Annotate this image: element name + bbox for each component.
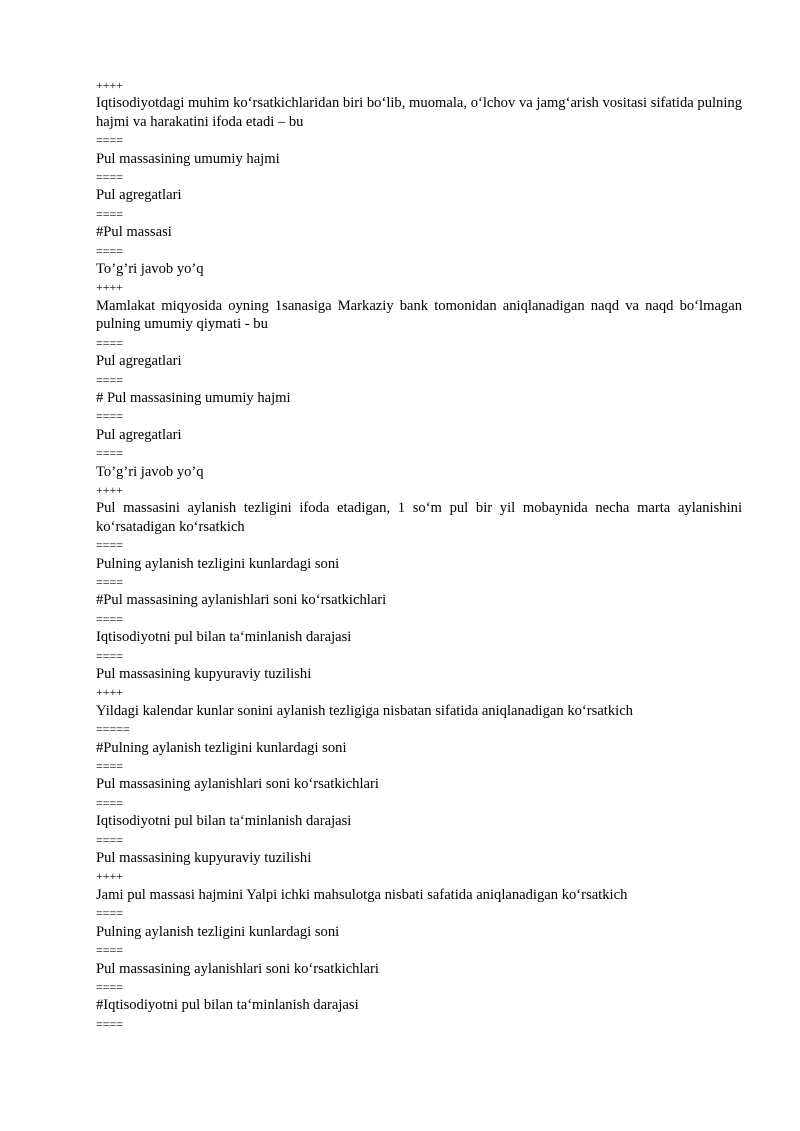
separator-line: ====: [96, 206, 124, 221]
separator-line: ++++: [96, 482, 124, 497]
text-line: To’g’ri javob yo’q: [96, 261, 204, 278]
text-line: Pul massasining aylanishlari soni ko‘rsatkichlari: [96, 776, 379, 793]
separator-line: ====: [96, 795, 124, 810]
separator-line: ====: [96, 409, 124, 424]
separator-line: ++++: [96, 869, 124, 884]
separator-line: ====: [96, 372, 124, 387]
separator-line: ====: [96, 759, 124, 774]
text-line: Pul agregatlari: [96, 426, 182, 443]
text-line: Pul massasining aylanishlari soni ko‘rsatkichlari: [96, 960, 379, 977]
text-line: Pul massasining kupyuraviy tuzilishi: [96, 850, 312, 867]
text-line: Iqtisodiyotni pul bilan ta‘minlanish darajasi: [96, 813, 352, 830]
separator-line: ++++: [96, 78, 124, 92]
separator-line: ====: [96, 648, 124, 663]
text-line: Pulning aylanish tezligini kunlardagi soni: [96, 923, 340, 940]
text-line: Pul massasining kupyuraviy tuzilishi: [96, 666, 312, 682]
separator-line: ====: [96, 170, 124, 185]
text-line: #Pulning aylanish tezligini kunlardagi soni: [96, 739, 347, 756]
separator-line: ====: [96, 243, 124, 258]
text-line: Pul agregatlari: [96, 353, 182, 370]
separator-line: ====: [96, 1016, 124, 1031]
text-line: #Pul massasi: [96, 224, 172, 241]
separator-line: ====: [96, 979, 124, 994]
text-line: Jami pul massasi hajmini Yalpi ichki mahsulotga nisbati safatida aniqlanadigan ko‘rsatkich: [96, 886, 628, 903]
text-line: Pul massasini aylanish tezligini ifoda etadigan, 1 so‘m pul bir yil mobaynida necha marta aylanishini ko‘rsatadigan ko‘rsatkich: [96, 500, 742, 535]
separator-line: ====: [96, 906, 124, 921]
separator-line: ====: [96, 611, 124, 626]
text-line: To’g’ri javob yo’q: [96, 463, 204, 480]
text-line: Mamlakat miqyosida oyning 1sanasiga Markaziy bank tomonidan aniqlanadigan naqd va naqd bo‘lmagan pulning umumiy qiymati - bu: [96, 297, 742, 333]
text-line: Pul massasining umumiy hajmi: [96, 150, 280, 167]
text-line: Pul agregatlari: [96, 187, 182, 204]
text-line: Pulning aylanish tezligini kunlardagi soni: [96, 555, 340, 572]
text-line: Iqtisodiyotni pul bilan ta‘minlanish darajasi: [96, 629, 352, 646]
text-line: #Iqtisodiyotni pul bilan ta‘minlanish darajasi: [96, 997, 359, 1014]
separator-line: ====: [96, 446, 124, 461]
separator-line: ====: [96, 574, 124, 589]
separator-line: ++++: [96, 280, 124, 295]
text-line: Iqtisodiyotdagi muhim ko‘rsatkichlaridan biri bo‘lib, muomala, o‘lchov va jamg‘arish vositasi sifatida pulning hajmi va harakatini ifoda etadi – bu: [96, 95, 742, 130]
separator-line: ====: [96, 832, 124, 847]
document-page: [96, 76, 742, 1033]
separator-line: ====: [96, 335, 124, 350]
separator-line: ++++: [96, 685, 124, 700]
separator-line: ====: [96, 133, 124, 148]
text-line: #Pul massasining aylanishlari soni ko‘rsatkichlari: [96, 592, 387, 609]
separator-line: ====: [96, 943, 124, 958]
separator-line: ====: [96, 538, 124, 553]
separator-line: =====: [96, 722, 130, 737]
text-line: Yildagi kalendar kunlar sonini aylanish tezligiga nisbatan sifatida aniqlanadigan ko‘rsatkich: [96, 702, 633, 719]
text-line: # Pul massasining umumiy hajmi: [96, 389, 291, 406]
